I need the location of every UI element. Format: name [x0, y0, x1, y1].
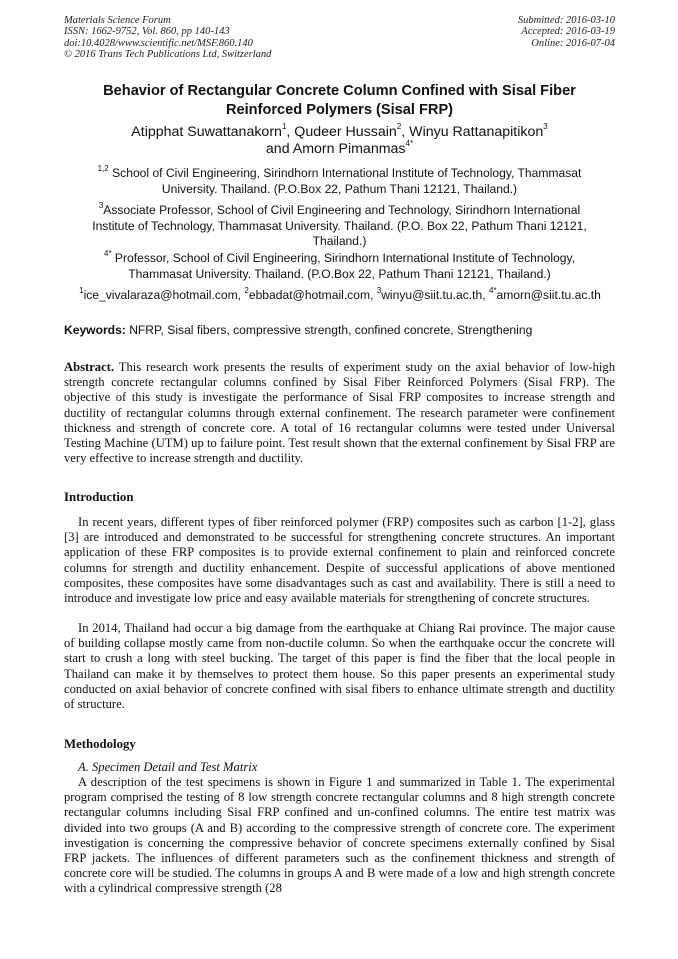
- email-address: amorn@siit.tu.ac.th: [496, 288, 601, 302]
- introduction-paragraph-2: In 2014, Thailand had occur a big damage from the earthquake at Chiang Rai province. The major cause of building collapse mostly came from non-ductile column. So when the earthquake occur the concrete will start to crush a long with steel bucking. The target of this paper is find the fiber that the local people in Thailand can make it by themselves to protect them house. So this paper presents an experimental study conducted on axial behavior of concrete confined with sisal fibers to enhance ultimate strength and ductility of structure.: [64, 621, 615, 712]
- copyright-line: © 2016 Trans Tech Publications Ltd, Switzerland: [64, 48, 272, 60]
- submitted-date: Submitted: 2016-03-10: [517, 15, 615, 26]
- author-list: Atipphat Suwattanakorn$^1$, Qudeer Hussain$^2$, Winyu Rattanapitikon$^3$ and Amorn Pimanmas$^{4*}$: [131, 122, 548, 157]
- doi-line: doi:10.4028/www.scientific.net/MSF.860.140: [64, 37, 253, 49]
- keywords-text: NFRP, Sisal fibers, compressive strength, confined concrete, Strengthening: [125, 323, 533, 337]
- affiliation-2: $^3$Associate Professor, School of Civil Engineering and Technology, Sirindhorn International Institute of Technology, Thammasat University. Thailand. (P.O. Box 22, Pathum Thani 12121, Thailand.): [92, 200, 587, 248]
- author-name: Winyu Rattanapitikon: [409, 124, 544, 140]
- email-list: $^1$ice_vivalaraza@hotmail.com, $^2$ebbadat@hotmail.com, $^3$winyu@siit.tu.ac.th, $^{4*}$amorn@siit.tu.ac.th: [79, 285, 601, 302]
- abstract-text: This research work presents the results of experiment study on the axial behavior of low-high strength concrete rectangular columns confined by Sisal Fiber Reinforced Polymers (Sisal FRP). The objective of this study is investigate the performance of Sisal FRP composites to increase strength and ductility of rectangular columns through external confinement. The research parameter were confinement thickness and strength of concrete core. A total of 16 rectangular columns were tested under Universal Testing Machine (UTM) up to failure point. Test result shown that the external confinement by Sisal FRP are very effective to increase strength and ductility.: [64, 360, 615, 466]
- abstract-label: Abstract.: [64, 360, 115, 374]
- introduction-paragraph-1: In recent years, different types of fiber reinforced polymer (FRP) composites such as carbon [1-2], glass [3] are introduced and demonstrated to be successful for strengthening concrete structures. An important application of these FRP composites is to provide external confinement to plain and reinforced concrete columns for strength and ductility enhancement. Despite of successful applications of above mentioned composites, these composites have some disadvantages such as cast and availability. There is still a need to introduce and investigate low price and easy available materials for strengthening of concrete structures.: [64, 515, 615, 606]
- issn-line: ISSN: 1662-9752, Vol. 860, pp 140-143: [64, 26, 230, 38]
- email-address: winyu@siit.tu.ac.th,: [381, 288, 489, 302]
- author-name: Amorn Pimanmas: [292, 141, 406, 157]
- paper-title: Behavior of Rectangular Concrete Column Confined with Sisal Fiber Reinforced Polymers (Sisal FRP): [103, 83, 576, 118]
- keywords-label: Keywords:: [64, 323, 126, 337]
- introduction-heading: Introduction: [64, 490, 134, 504]
- journal-info: [64, 15, 271, 60]
- online-date: Online: 2016-07-04: [531, 37, 615, 49]
- journal-name: Materials Science Forum: [64, 15, 171, 26]
- email-address: ebbadat@hotmail.com,: [248, 288, 377, 302]
- methodology-subheading: A. Specimen Detail and Test Matrix: [78, 760, 258, 774]
- accepted-date: Accepted: 2016-03-19: [521, 26, 615, 38]
- affiliation-3: $^{4*}$ Professor, School of Civil Engineering, Sirindhorn International Institute of Technology, Thammasat University. Thailand. (P.O.Box 22, Pathum Thani 12121, Thailand.): [104, 248, 575, 281]
- dates-info: [518, 15, 615, 49]
- author-name: Atipphat Suwattanakorn: [131, 124, 282, 140]
- author-name: Qudeer Hussain: [294, 124, 397, 140]
- methodology-heading: Methodology: [64, 737, 136, 751]
- keywords: [64, 323, 624, 338]
- methodology-paragraph-1: A description of the test specimens is shown in Figure 1 and summarized in Table 1. The experimental program comprised the testing of 8 low strength concrete rectangular columns and 8 high strength concrete rectangular columns including Sisal FRP confined and un-confined columns. The entire test matrix was divided into two groups (A and B) according to the compressive strength of concrete core. The experiment investigation is concerning the compressive behavior of concrete specimens externally confined by Sisal FRP jackets. The influences of different parameters such as the confinement thickness and strength of concrete core will be studied. The columns in groups A and B were made of a low and high strength concrete with a cylindrical compressive strength (28: [64, 775, 615, 896]
- email-address: ice_vivalaraza@hotmail.com,: [83, 288, 245, 302]
- affiliation-1: $^{1,2}$ School of Civil Engineering, Sirindhorn International Institute of Technology, Thammasat University. Thailand. (P.O.Box 22, Pathum Thani 12121, Thailand.): [97, 163, 582, 196]
- abstract: [64, 360, 615, 466]
